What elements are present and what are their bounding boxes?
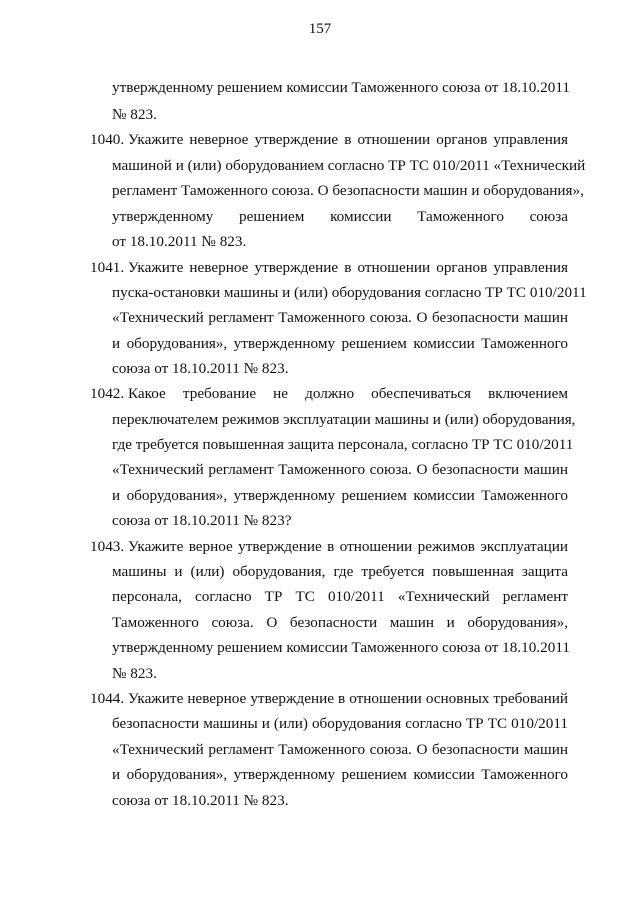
- item-line: и оборудования», утвержденному решением комиссии Таможенного: [112, 766, 568, 783]
- item-line: от 18.10.2011 № 823.: [112, 233, 247, 250]
- page-number: 157: [308, 21, 332, 37]
- intro-line: № 823.: [112, 106, 157, 123]
- item-line: утвержденному решением комиссии Таможенного союза от 18.10.2011: [112, 639, 570, 656]
- item-line: и оборудования», утвержденному решением комиссии Таможенного: [112, 335, 568, 352]
- item-line: Какое требование не должно обеспечиваться включением: [128, 385, 568, 402]
- item-number: 1041.: [90, 259, 125, 276]
- item-line: союза от 18.10.2011 № 823.: [112, 792, 289, 809]
- item-line: Таможенного союза. О безопасности машин и оборудования»,: [112, 614, 568, 631]
- item-line: безопасности машины и (или) оборудования согласно ТР ТС 010/2011: [112, 715, 568, 732]
- item-number: 1040.: [90, 131, 125, 148]
- item-line: машины и (или) оборудования, где требуется повышенная защита: [112, 563, 568, 580]
- item-line: и оборудования», утвержденному решением комиссии Таможенного: [112, 487, 568, 504]
- item-line: «Технический регламент Таможенного союза. О безопасности машин: [112, 309, 568, 326]
- item-line: союза от 18.10.2011 № 823.: [112, 360, 289, 377]
- item-line: «Технический регламент Таможенного союза. О безопасности машин: [112, 461, 568, 478]
- item-line: где требуется повышенная защита персонала, согласно ТР ТС 010/2011: [112, 436, 574, 453]
- item-line: Укажите неверное утверждение в отношении органов управления: [128, 259, 568, 276]
- item-line: пуска-остановки машины и (или) оборудования согласно ТР ТС 010/2011: [112, 284, 587, 301]
- item-line: машиной и (или) оборудованием согласно ТР ТС 010/2011 «Технический: [112, 157, 586, 174]
- item-line: Укажите верное утверждение в отношении режимов эксплуатации: [128, 538, 568, 555]
- item-line: Укажите неверное утверждение в отношении основных требований: [128, 690, 568, 707]
- intro-line: утвержденному решением комиссии Таможенного союза от 18.10.2011: [112, 79, 570, 96]
- item-line: переключателем режимов эксплуатации машины и (или) оборудования,: [112, 411, 576, 428]
- item-line: Укажите неверное утверждение в отношении органов управления: [128, 131, 568, 148]
- item-line: регламент Таможенного союза. О безопасности машин и оборудования»,: [112, 182, 584, 199]
- item-line: союза от 18.10.2011 № 823?: [112, 512, 292, 529]
- item-line: утвержденному решением комиссии Таможенного союза: [112, 208, 568, 225]
- item-number: 1044.: [90, 690, 125, 707]
- item-line: № 823.: [112, 665, 157, 682]
- item-number: 1043.: [90, 538, 125, 555]
- item-line: «Технический регламент Таможенного союза. О безопасности машин: [112, 741, 568, 758]
- item-number: 1042.: [90, 385, 125, 402]
- item-line: персонала, согласно ТР ТС 010/2011 «Технический регламент: [112, 588, 568, 605]
